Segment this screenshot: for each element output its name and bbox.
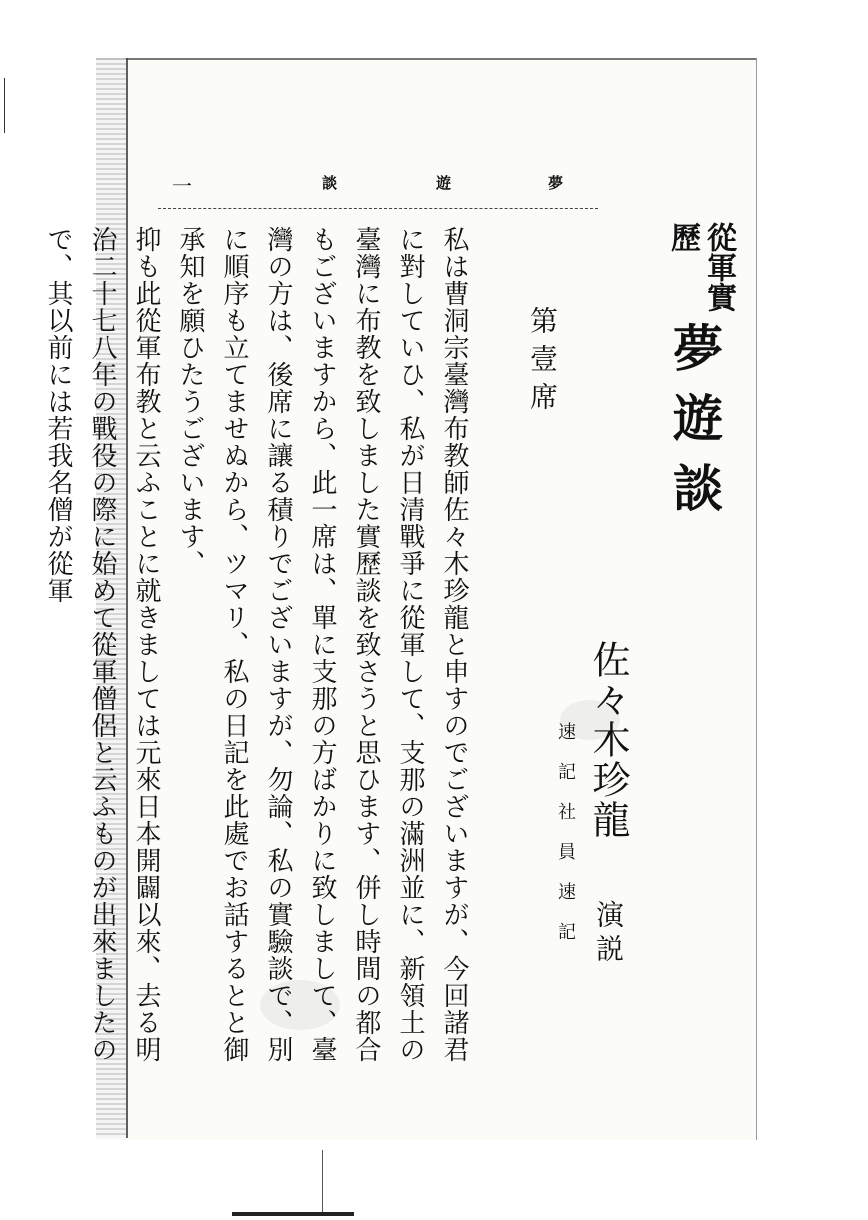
body-text — [43, 226, 476, 1066]
scan-edge-mark — [322, 1150, 323, 1212]
scan-edge-mark — [232, 1212, 354, 1216]
article-title: 夢遊談 — [665, 322, 724, 532]
header-rule — [158, 208, 598, 209]
body-paragraph: 私は曹洞宗臺灣布教師佐々木珍龍と申すのでございますが、今回諸君に對していひ、私が日清戰爭に從軍して、支那の滿洲並に、新領土の臺灣に布教を致しました實歷談を致さうと思ひます、併し時間の都合もございますから、此一席は、單に支那の方ばかりに致しまして、臺灣の方は、後席に讓る積りでございますが、勿論、私の實驗談で、別に順序も立てませぬから、ツマリ、私の日記を此處でお話するとと御承知を願ひたうございます、 — [175, 226, 469, 1063]
body-paragraph: 抑も此從軍布教と云ふことに就きましては元來日本開闢以來、去る明治二十七八年の戰役の際に始めて從軍僧侶と云ふものが出來ましたので、其以前には若我名僧が從軍 — [43, 226, 161, 1063]
article-subtitle: 從軍實歷 — [665, 222, 736, 312]
running-head-char: 夢 — [548, 174, 564, 192]
running-head-char: 遊 — [436, 174, 452, 192]
chapter-heading: 第壹席 — [526, 306, 559, 420]
stenographer-credit: 速記社員速記 — [555, 722, 576, 962]
scan-edge-mark — [4, 78, 5, 133]
speaker-name: 佐々木珍龍 — [586, 640, 630, 840]
page-number: 一 — [172, 174, 192, 198]
speaker-role: 演説 — [592, 900, 625, 968]
running-head-char: 談 — [322, 174, 338, 192]
